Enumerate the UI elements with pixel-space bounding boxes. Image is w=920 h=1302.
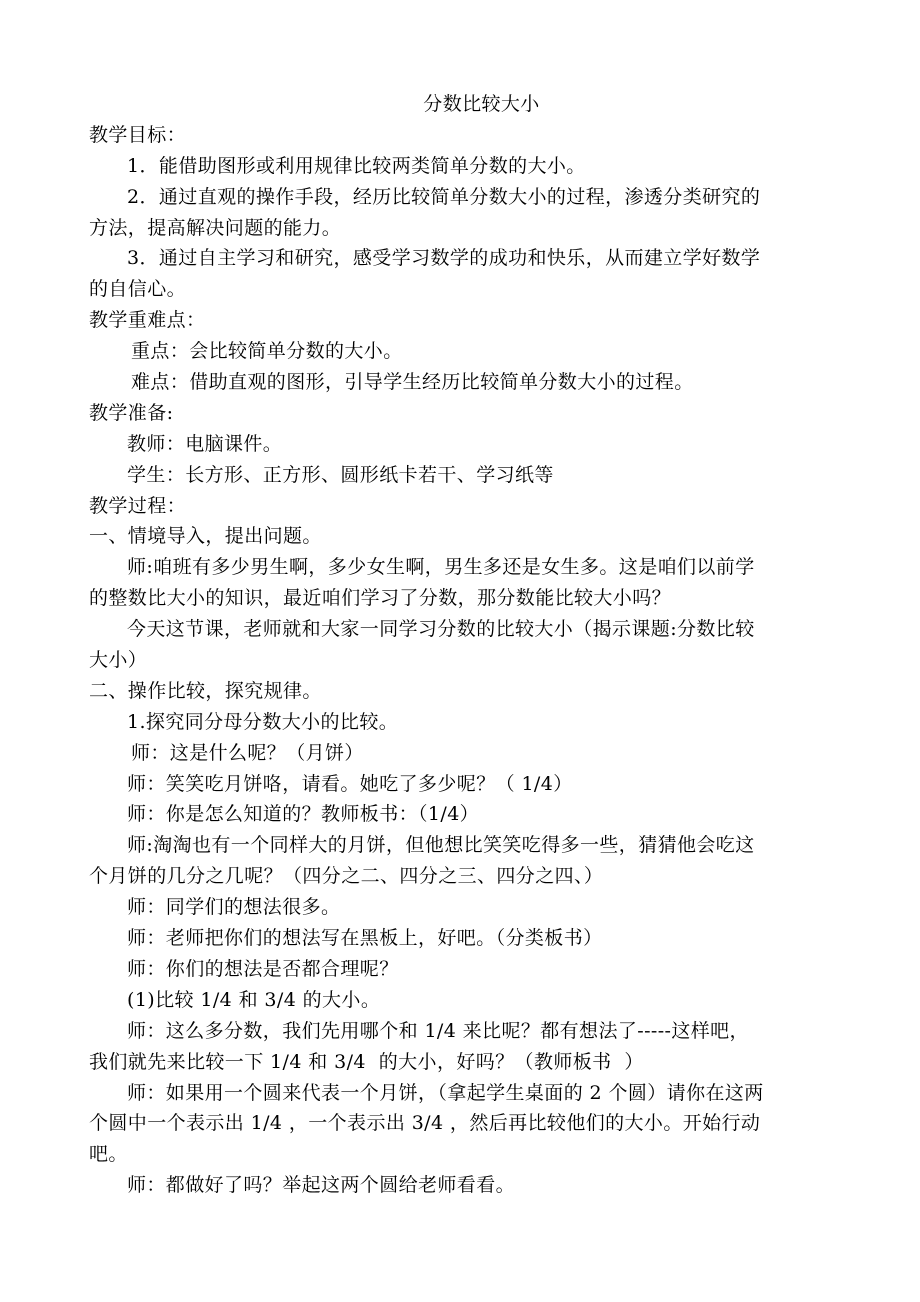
section-heading: 教学重难点：: [89, 309, 206, 332]
subsection-heading: 一、情境导入，提出问题。: [89, 525, 322, 548]
paragraph-line: 师：这是什么呢？（月饼）: [131, 741, 364, 764]
paragraph-line: 难点：借助直观的图形，引导学生经历比较简单分数大小的过程。: [131, 371, 694, 394]
paragraph-line: 的自信心。: [89, 278, 187, 301]
paragraph-line: 个月饼的几分之几呢？（四分之二、四分之三、四分之四、）: [89, 865, 604, 888]
section-heading: 教学目标：: [89, 123, 187, 146]
paragraph-line: 大小）: [89, 649, 148, 672]
paragraph-line: 学生：长方形、正方形、圆形纸卡若干、学习纸等: [127, 463, 554, 486]
page-title: 分数比较大小: [423, 93, 540, 115]
paragraph-line: 师：同学们的想法很多。: [127, 896, 341, 919]
paragraph-line: 师：你们的想法是否都合理呢？: [127, 957, 399, 980]
paragraph-line: 个圆中一个表示出 1/4 ，一个表示出 3/4 ，然后再比较他们的大小。开始行动: [89, 1112, 761, 1135]
document-page: [89, 89, 834, 1201]
paragraph-line: 师：老师把你们的想法写在黑板上，好吧。（分类板书）: [127, 927, 603, 950]
paragraph-line: 师：这么多分数，我们先用哪个和 1/4 来比呢？都有想法了-----这样吧，: [127, 1019, 749, 1042]
subsection-heading: 二、操作比较，探究规律。: [89, 679, 322, 702]
paragraph-line: 我们就先来比较一下 1/4 和 3/4 的大小，好吗？（教师板书 ）: [89, 1050, 644, 1073]
paragraph-line: 师：如果用一个圆来代表一个月饼，（拿起学生桌面的 2 个圆）请你在这两: [127, 1081, 764, 1104]
paragraph-line: 3．通过自主学习和研究，感受学习数学的成功和快乐，从而建立学好数学: [127, 247, 761, 270]
paragraph-line: 师：你是怎么知道的？教师板书：（1/4）: [127, 803, 480, 826]
paragraph-line: 2．通过直观的操作手段，经历比较简单分数大小的过程，渗透分类研究的: [127, 185, 761, 208]
paragraph-line: 师:淘淘也有一个同样大的月饼，但他想比笑笑吃得多一些，猜猜他会吃这: [127, 834, 755, 857]
paragraph-line: (1)比较 1/4 和 3/4 的大小。: [127, 988, 381, 1011]
paragraph-line: 师：都做好了吗？举起这两个圆给老师看看。: [127, 1174, 516, 1197]
paragraph-line: 方法，提高解决问题的能力。: [89, 216, 342, 239]
paragraph-line: 1．能借助图形或利用规律比较两类简单分数的大小。: [127, 154, 586, 177]
paragraph-line: 师:咱班有多少男生啊，多少女生啊，男生多还是女生多。这是咱们以前学: [127, 556, 755, 579]
paragraph-line: 1.探究同分母分数大小的比较。: [127, 710, 399, 733]
paragraph-line: 的整数比大小的知识，最近咱们学习了分数，那分数能比较大小吗？: [89, 587, 672, 610]
paragraph-line: 师：笑笑吃月饼咯，请看。她吃了多少呢？（ 1/4）: [127, 772, 573, 795]
section-heading: 教学过程：: [89, 494, 187, 517]
paragraph-line: 教师：电脑课件。: [127, 432, 283, 455]
section-heading: 教学准备:: [89, 401, 174, 424]
paragraph-line: 今天这节课，老师就和大家一同学习分数的比较大小（揭示课题:分数比较: [127, 618, 755, 641]
paragraph-line: 重点：会比较简单分数的大小。: [131, 340, 403, 363]
paragraph-line: 吧。: [89, 1143, 128, 1166]
